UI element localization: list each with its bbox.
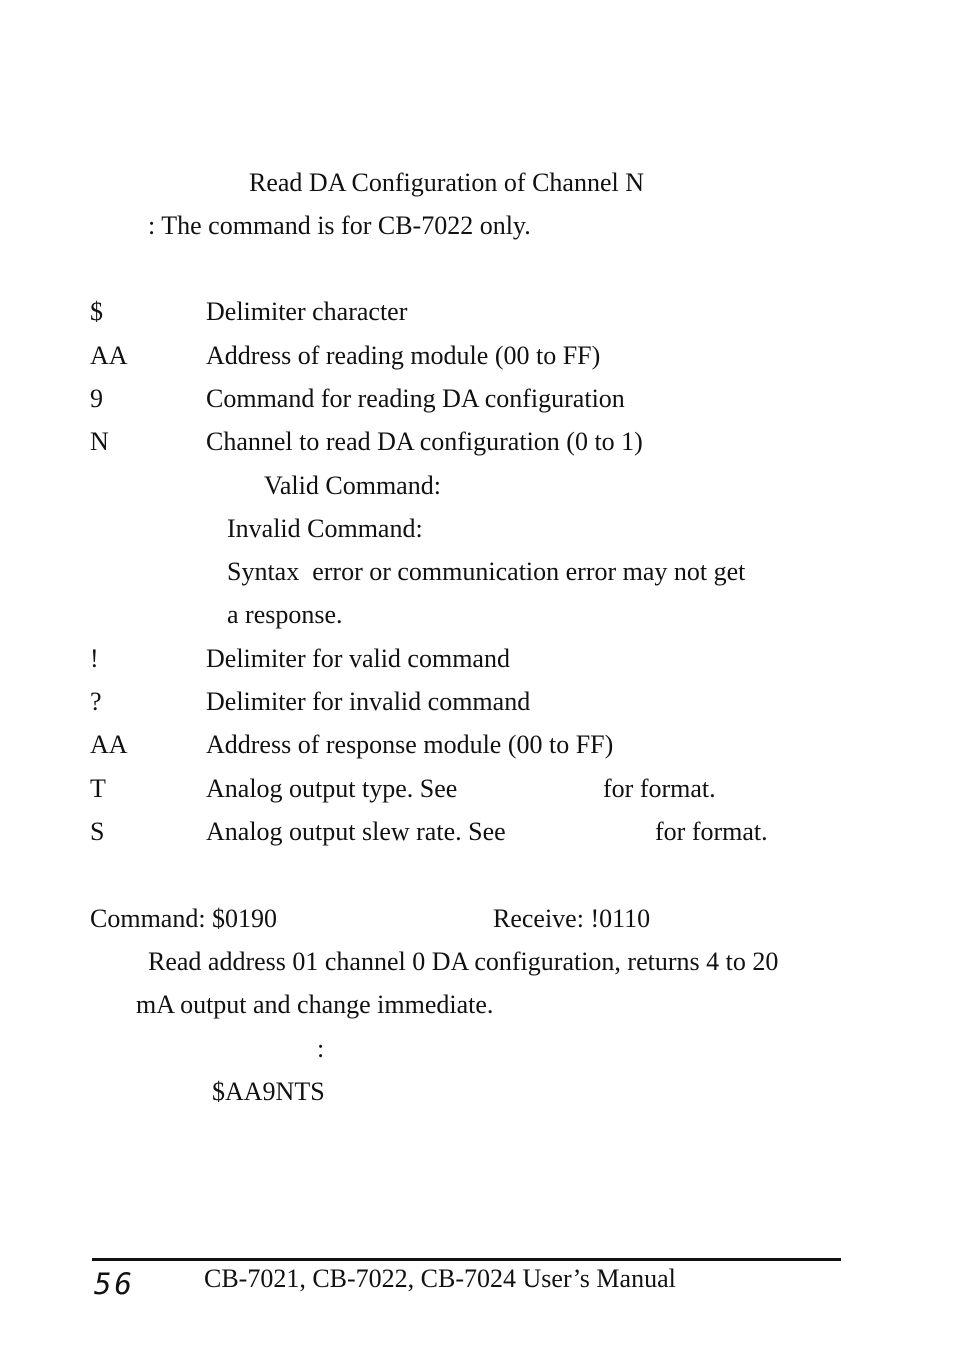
page-number: 56 xyxy=(94,1267,135,1301)
field-tail-slew-rate: for format. xyxy=(655,817,768,846)
field-key-invalid-delimiter: ? xyxy=(90,687,102,716)
field-desc-slew-rate: Analog output slew rate. See xyxy=(206,817,506,846)
field-key-slew-rate: S xyxy=(90,817,105,846)
field-desc-response-address: Address of response module (00 to FF) xyxy=(206,730,614,759)
footer-rule xyxy=(92,1258,841,1261)
field-tail-output-type: for format. xyxy=(603,774,716,803)
invalid-command-label: Invalid Command: xyxy=(227,514,423,543)
field-desc-channel: Channel to read DA configuration (0 to 1) xyxy=(206,427,643,456)
field-key-command: 9 xyxy=(90,384,103,413)
valid-command-label: Valid Command: xyxy=(264,471,441,500)
field-desc-valid-delimiter: Delimiter for valid command xyxy=(206,644,510,673)
section-title: Read DA Configuration of Channel N xyxy=(249,168,644,197)
field-desc-invalid-delimiter: Delimiter for invalid command xyxy=(206,687,531,716)
command-note: : The command is for CB-7022 only. xyxy=(148,211,531,240)
field-key-delimiter: $ xyxy=(90,297,103,326)
manual-title: CB-7021, CB-7022, CB-7024 User’s Manual xyxy=(204,1264,676,1293)
field-desc-output-type: Analog output type. See xyxy=(206,774,458,803)
syntax-error-note-line2: a response. xyxy=(227,600,343,629)
example-receive: Receive: !0110 xyxy=(493,904,651,933)
example-explanation-line2: mA output and change immediate. xyxy=(136,990,494,1019)
field-key-output-type: T xyxy=(90,774,106,803)
field-desc-delimiter: Delimiter character xyxy=(206,297,408,326)
field-key-address: AA xyxy=(90,341,128,370)
example-command: Command: $0190 xyxy=(90,904,278,933)
field-key-channel: N xyxy=(90,427,109,456)
related-command: $AA9NTS xyxy=(212,1077,325,1106)
field-desc-address: Address of reading module (00 to FF) xyxy=(206,341,601,370)
field-desc-command: Command for reading DA configuration xyxy=(206,384,625,413)
syntax-error-note-line1: Syntax error or communication error may not get xyxy=(227,557,746,586)
field-key-response-address: AA xyxy=(90,730,128,759)
field-key-valid-delimiter: ! xyxy=(90,644,99,673)
related-colon: : xyxy=(317,1034,325,1063)
example-explanation-line1: Read address 01 channel 0 DA configuration, returns 4 to 20 xyxy=(148,947,779,976)
